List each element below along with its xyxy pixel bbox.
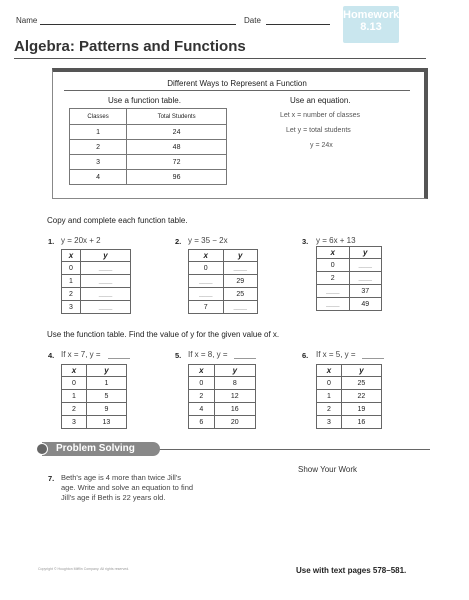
word-problem-line: age. Write and solve an equation to find	[61, 483, 194, 492]
table-cell: 0	[62, 377, 87, 390]
table-cell: 4	[70, 170, 127, 185]
table-cell: 2	[70, 140, 127, 155]
x-header: x	[62, 250, 81, 262]
table-cell: 6	[189, 416, 215, 429]
problem-number: 7.	[48, 474, 55, 483]
table-cell: 1	[62, 390, 87, 403]
y-header: y	[86, 365, 126, 377]
problem-number: 4.	[48, 351, 55, 360]
answer-blank[interactable]: ____	[317, 298, 350, 311]
ways-box-rule	[64, 90, 410, 91]
date-field[interactable]	[266, 24, 330, 25]
section2-instruction: Use the function table. Find the value of y for the given value of x.	[47, 330, 280, 339]
problem-equation: If x = 7, y =	[61, 350, 101, 359]
page-title: Algebra: Patterns and Functions	[14, 38, 246, 55]
table-cell: 3	[62, 301, 81, 314]
table-cell: 1	[317, 390, 342, 403]
show-work-label: Show Your Work	[298, 465, 357, 474]
y-header: y	[80, 250, 130, 262]
table-cell: 29	[223, 275, 258, 288]
answer-line[interactable]	[362, 358, 384, 359]
equation-line: Let y = total students	[286, 127, 351, 134]
answer-blank[interactable]: ____	[349, 259, 382, 272]
page-reference: Use with text pages 578–581.	[296, 566, 407, 575]
badge-line1: Homework	[343, 9, 400, 21]
function-table-2	[188, 249, 258, 314]
word-problem-line: Beth's age is 4 more than twice Jill's	[61, 473, 181, 482]
problem-solving-rule	[150, 449, 430, 450]
name-label: Name	[16, 16, 38, 25]
table-cell: 0	[317, 377, 342, 390]
badge-line2: 8.13	[360, 21, 382, 33]
answer-line[interactable]	[234, 358, 256, 359]
answer-blank[interactable]: ____	[189, 288, 224, 301]
x-header: x	[189, 250, 224, 262]
table-cell: 24	[127, 125, 227, 140]
answer-blank[interactable]: ____	[80, 288, 130, 301]
y-header: y	[223, 250, 258, 262]
section1-instruction: Copy and complete each function table.	[47, 216, 188, 225]
table-cell: 49	[349, 298, 382, 311]
copyright-text: Copyright © Houghton Mifflin Company. All rights reserved.	[38, 567, 130, 571]
table-cell: 5	[86, 390, 126, 403]
table-cell: 0	[317, 259, 350, 272]
table-cell: 2	[317, 403, 342, 416]
equation-line: Let x = number of classes	[280, 112, 360, 119]
table-cell: 12	[214, 390, 255, 403]
table-cell: 1	[62, 275, 81, 288]
y-header: y	[341, 365, 381, 377]
function-table-5	[188, 364, 256, 429]
answer-blank[interactable]: ____	[223, 301, 258, 314]
answer-blank[interactable]: ____	[317, 285, 350, 298]
table-cell: 25	[223, 288, 258, 301]
function-table-4	[61, 364, 127, 429]
table-cell: 7	[189, 301, 224, 314]
example-function-table	[69, 108, 227, 185]
table-cell: 48	[127, 140, 227, 155]
problem-equation: y = 35 − 2x	[188, 236, 228, 245]
name-field[interactable]	[40, 24, 236, 25]
problem-number: 3.	[302, 237, 309, 246]
table-cell: 0	[62, 262, 81, 275]
table-cell: 9	[86, 403, 126, 416]
function-table-3	[316, 246, 382, 311]
x-header: x	[317, 247, 350, 259]
answer-blank[interactable]: ____	[223, 262, 258, 275]
table-cell: 19	[341, 403, 381, 416]
table-cell: 2	[317, 272, 350, 285]
function-table-1	[61, 249, 131, 314]
answer-blank[interactable]: ____	[349, 272, 382, 285]
y-header: y	[349, 247, 382, 259]
answer-blank[interactable]: ____	[189, 275, 224, 288]
problem-equation: If x = 8, y =	[188, 350, 228, 359]
table-cell: 22	[341, 390, 381, 403]
title-rule	[14, 58, 426, 59]
table-cell: 13	[86, 416, 126, 429]
banner-bullet-icon	[36, 443, 48, 455]
x-header: x	[189, 365, 215, 377]
function-table-6	[316, 364, 382, 429]
problem-number: 6.	[302, 351, 309, 360]
problem-equation: y = 6x + 13	[316, 236, 356, 245]
homework-badge	[343, 6, 399, 43]
left-heading: Use a function table.	[108, 96, 181, 105]
table-cell: 20	[214, 416, 255, 429]
answer-blank[interactable]: ____	[80, 275, 130, 288]
table-cell: 37	[349, 285, 382, 298]
y-header: y	[214, 365, 255, 377]
table-cell: 2	[62, 288, 81, 301]
ways-box-title: Different Ways to Represent a Function	[167, 79, 307, 88]
problem-number: 5.	[175, 351, 182, 360]
table-cell: 1	[86, 377, 126, 390]
answer-line[interactable]	[108, 358, 130, 359]
answer-blank[interactable]: ____	[80, 262, 130, 275]
table-cell: 3	[70, 155, 127, 170]
word-problem-line: Jill's age if Beth is 22 years old.	[61, 493, 166, 502]
date-label: Date	[244, 16, 261, 25]
table-cell: 3	[317, 416, 342, 429]
table-header: Classes	[70, 109, 127, 125]
table-cell: 16	[214, 403, 255, 416]
table-cell: 8	[214, 377, 255, 390]
right-heading: Use an equation.	[290, 96, 351, 105]
x-header: x	[62, 365, 87, 377]
x-header: x	[317, 365, 342, 377]
table-cell: 0	[189, 377, 215, 390]
problem-solving-banner: Problem Solving	[42, 442, 160, 456]
table-cell: 72	[127, 155, 227, 170]
problem-number: 1.	[48, 237, 55, 246]
table-cell: 1	[70, 125, 127, 140]
problem-equation: If x = 5, y =	[316, 350, 356, 359]
problem-number: 2.	[175, 237, 182, 246]
table-cell: 2	[189, 390, 215, 403]
table-cell: 25	[341, 377, 381, 390]
table-header: Total Students	[127, 109, 227, 125]
table-cell: 2	[62, 403, 87, 416]
answer-blank[interactable]: ____	[80, 301, 130, 314]
table-cell: 4	[189, 403, 215, 416]
problem-equation: y = 20x + 2	[61, 236, 101, 245]
table-cell: 3	[62, 416, 87, 429]
table-cell: 16	[341, 416, 381, 429]
table-cell: 0	[189, 262, 224, 275]
equation-line: y = 24x	[310, 142, 333, 149]
table-cell: 96	[127, 170, 227, 185]
